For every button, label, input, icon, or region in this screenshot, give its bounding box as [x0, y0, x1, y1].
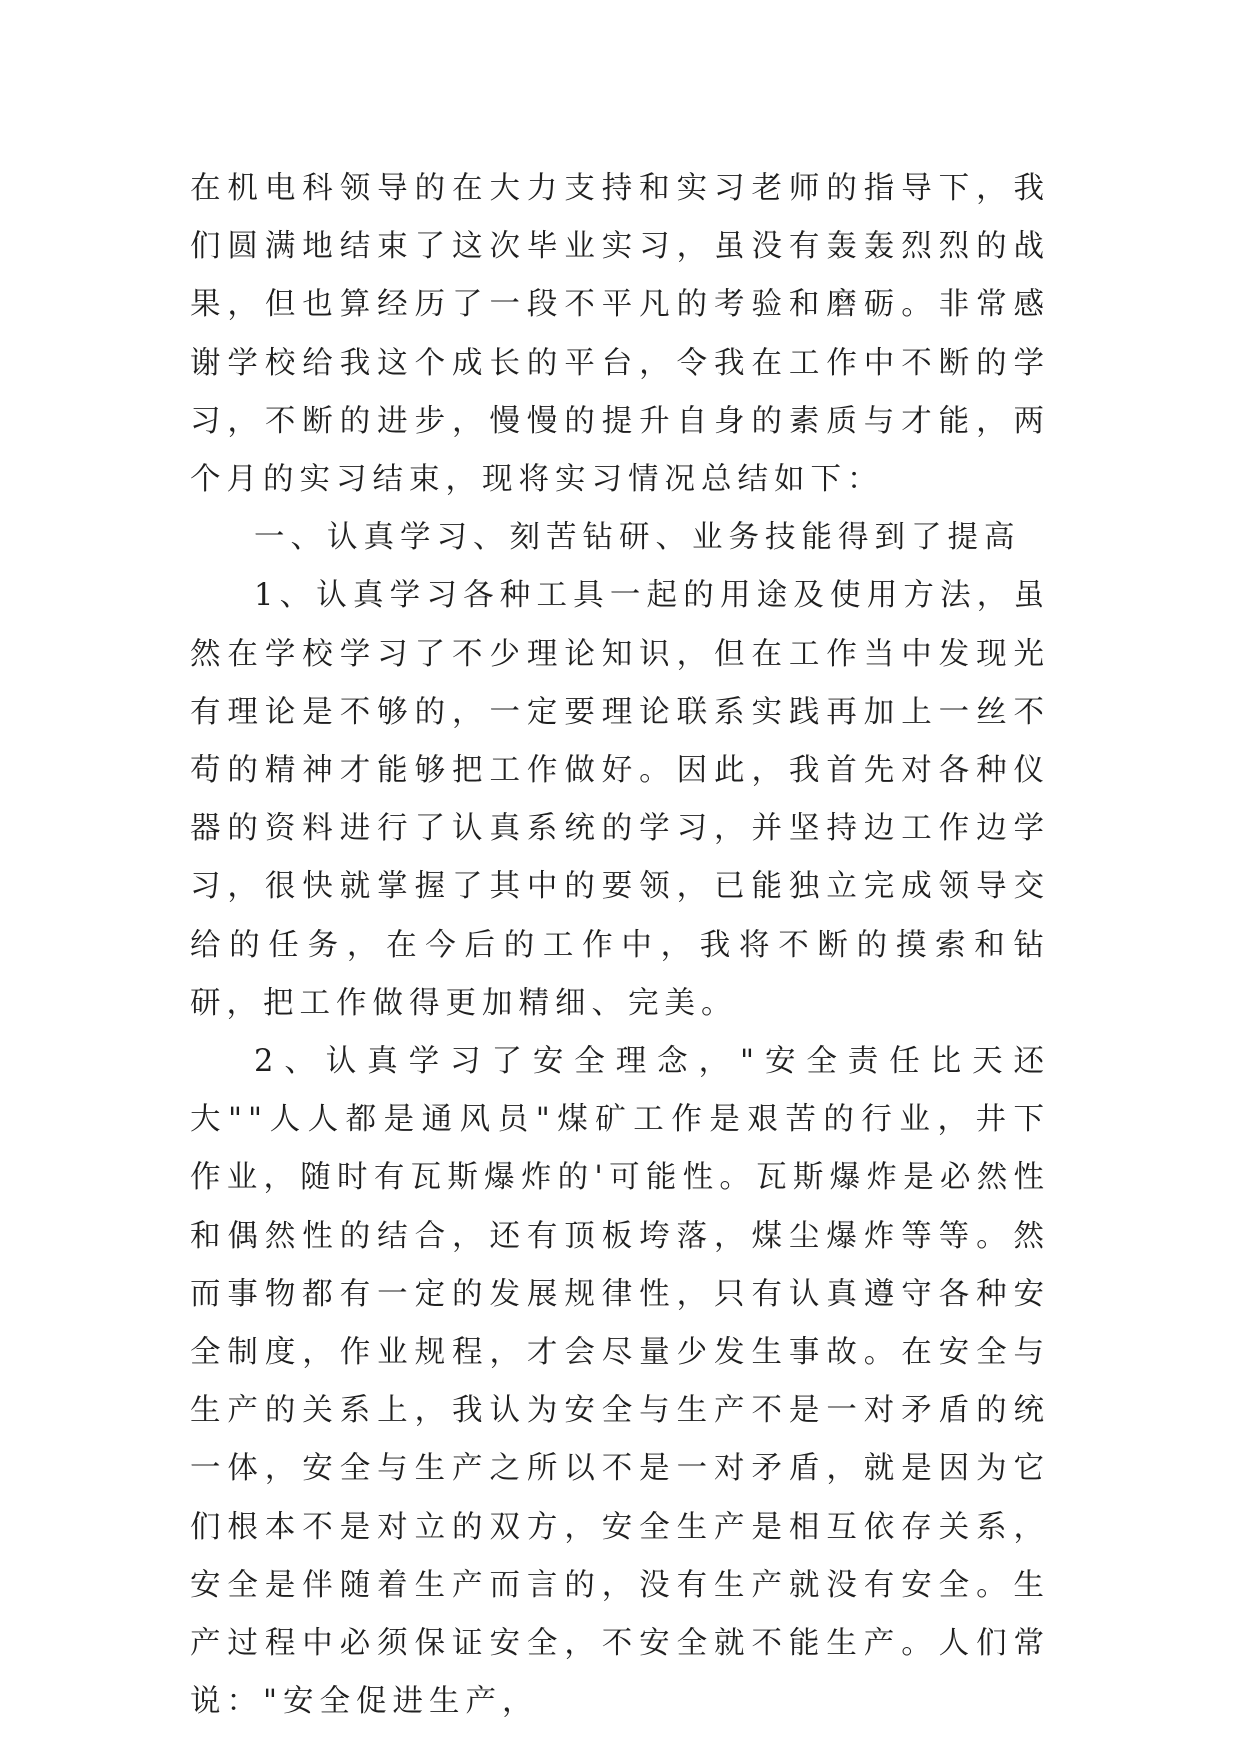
paragraph-item-1: 1、认真学习各种工具一起的用途及使用方法，虽然在学校学习了不少理论知识，但在工作当中发现光有理论是不够的，一定要理论联系实践再加上一丝不苟的精神才能够把工作做好。因此，我首先对各种仪器的资料进行了认真系统的学习，并坚持边工作边学习，很快就掌握了其中的要领，已能独立完成领导交给的任务，在今后的工作中，我将不断的摸索和钻研，把工作做得更加精细、完美。 — [190, 578, 1050, 1021]
document-body — [190, 160, 1050, 1731]
paragraph-item-2: 2、认真学习了安全理念，"安全责任比天还大""人人都是通风员"煤矿工作是艰苦的行业，井下作业，随时有瓦斯爆炸的'可能性。瓦斯爆炸是必然性和偶然性的结合，还有顶板垮落，煤尘爆炸等等。然而事物都有一定的发展规律性，只有认真遵守各种安全制度，作业规程，才会尽量少发生事故。在安全与生产的关系上，我认为安全与生产不是一对矛盾的统一体，安全与生产之所以不是一对矛盾，就是因为它们根本不是对立的双方，安全生产是相互依存关系，安全是伴随着生产而言的，没有生产就没有安全。生产过程中必须保证安全，不安全就不能生产。人们常说："安全促进生产， — [190, 1044, 1050, 1720]
paragraph-intro: 在机电科领导的在大力支持和实习老师的指导下，我们圆满地结束了这次毕业实习，虽没有轰轰烈烈的战果，但也算经历了一段不平凡的考验和磨砺。非常感谢学校给我这个成长的平台，令我在工作中不断的学习，不断的进步，慢慢的提升自身的素质与才能，两个月的实习结束，现将实习情况总结如下： — [190, 171, 1050, 498]
section-heading-1: 一、认真学习、刻苦钻研、业务技能得到了提高 — [254, 520, 1021, 556]
